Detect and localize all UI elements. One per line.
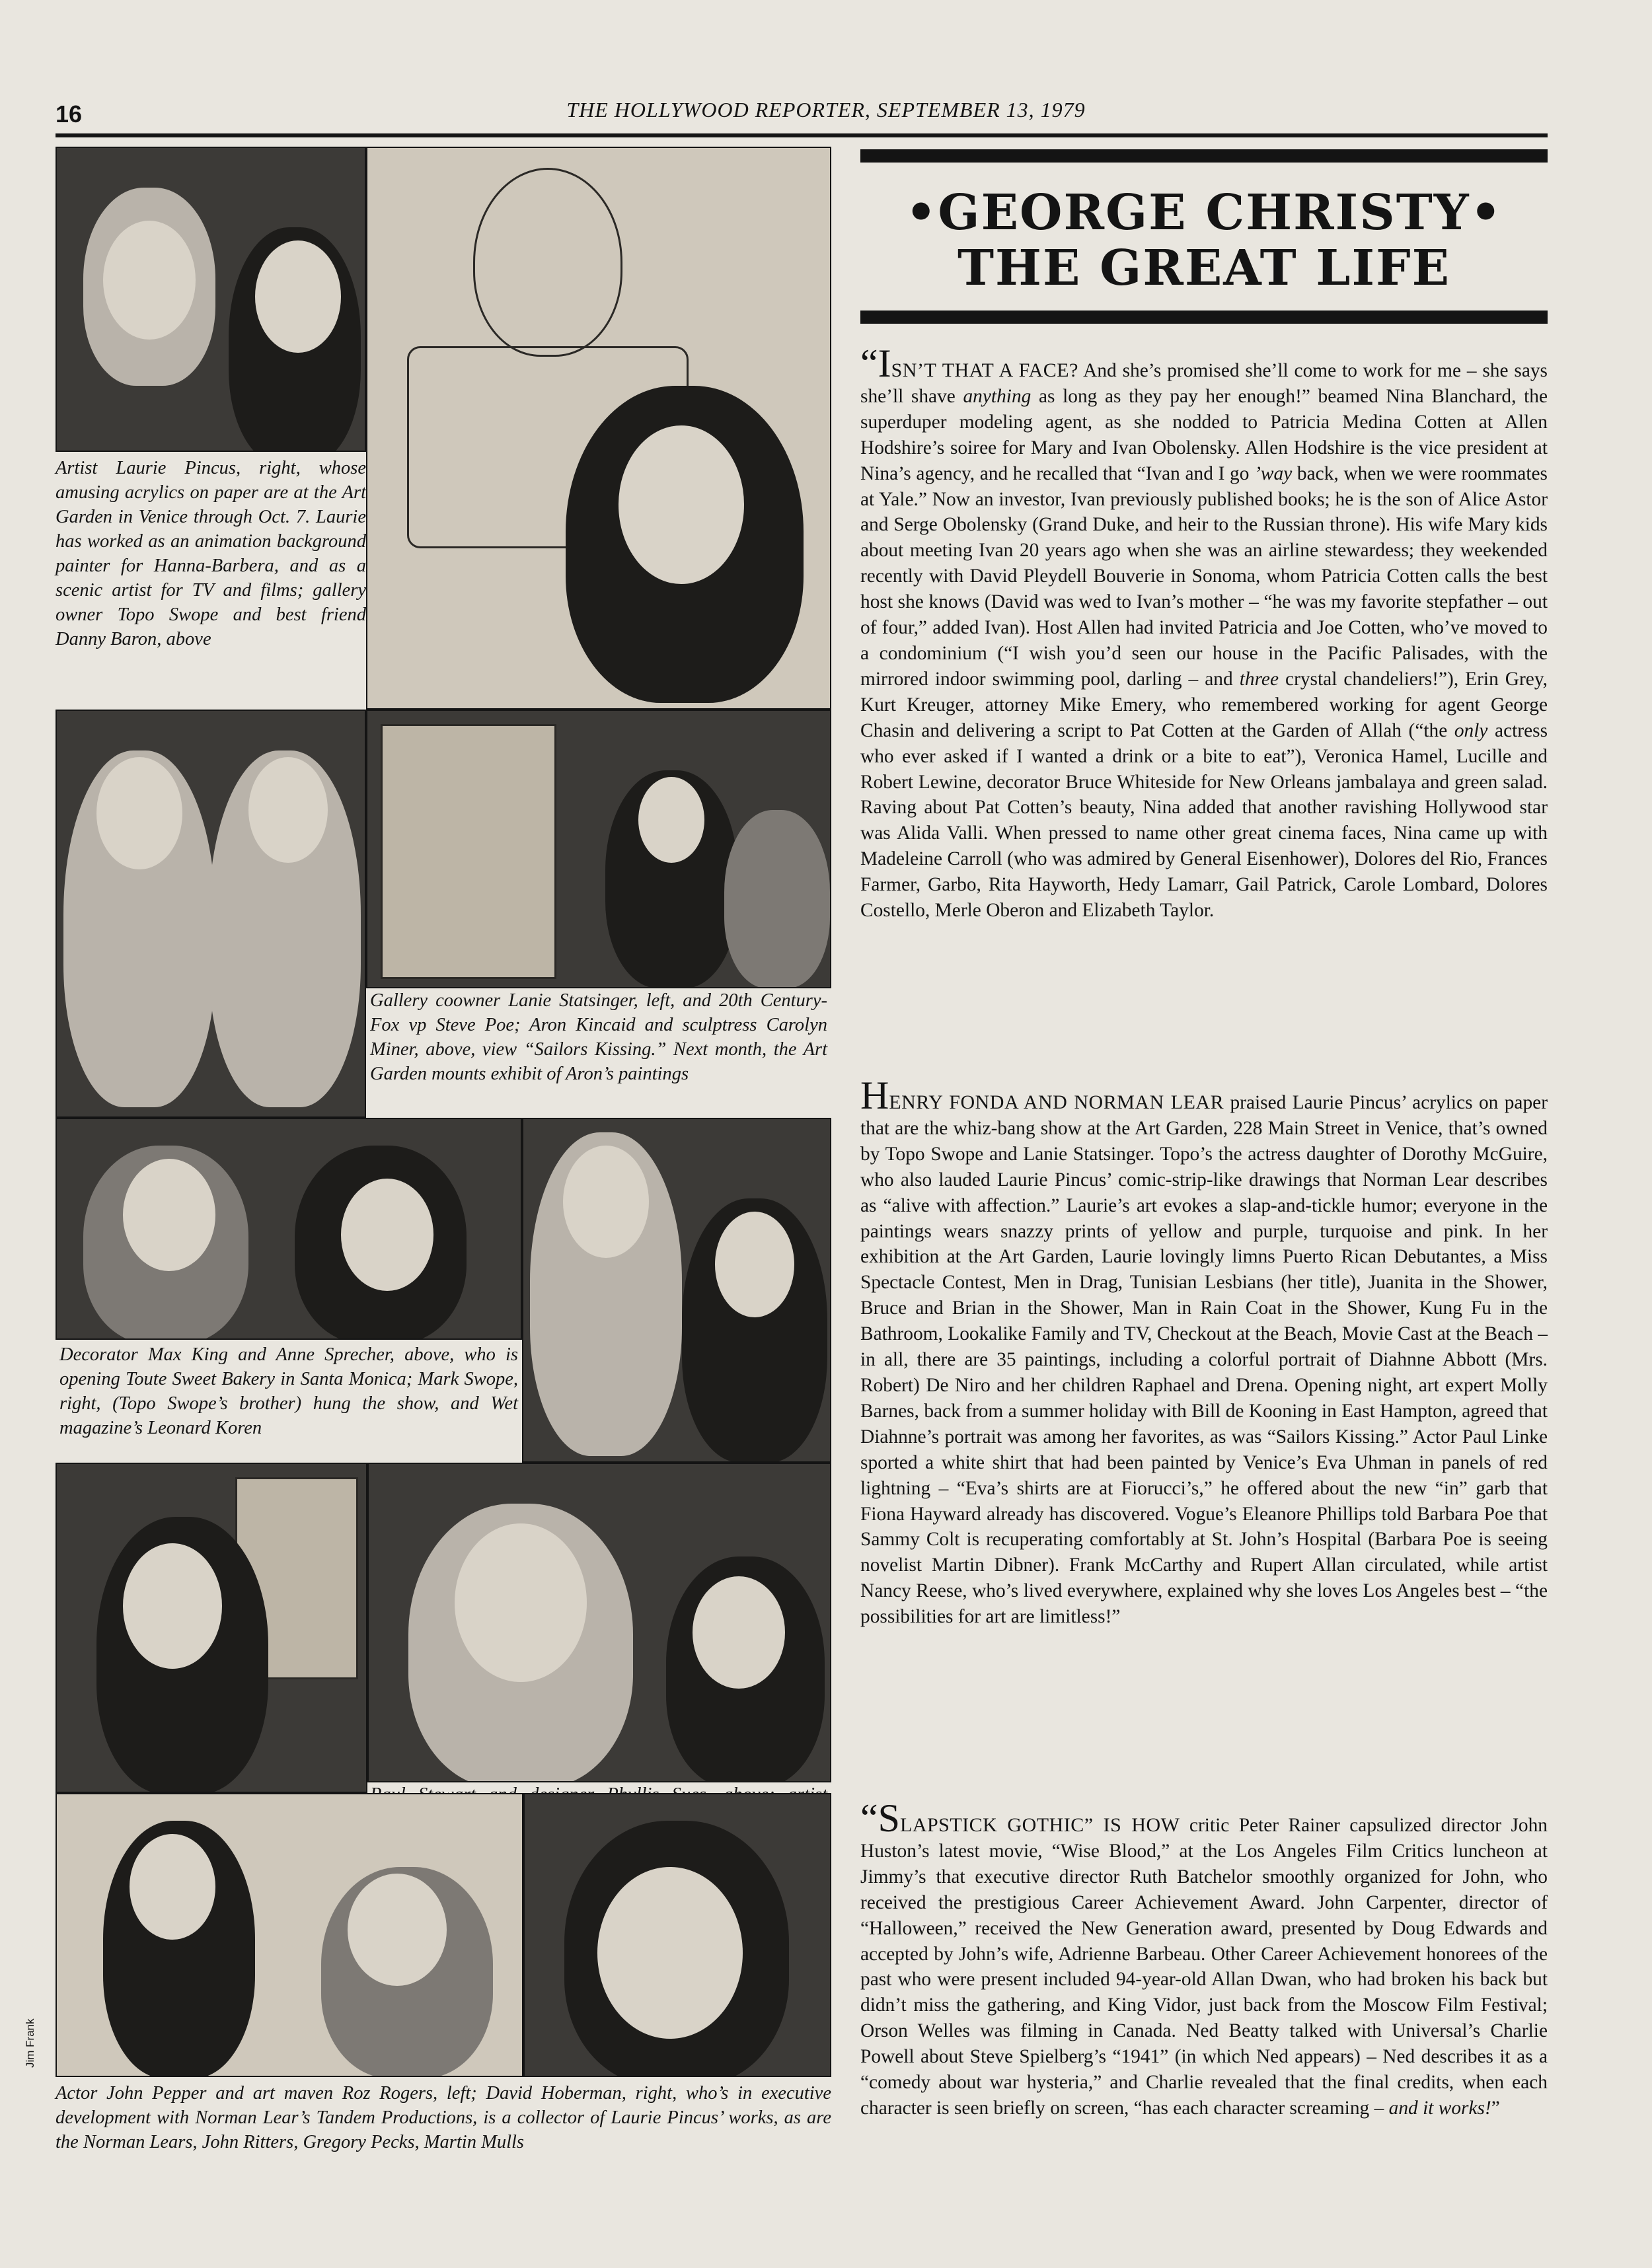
- photo-pepper-rogers: [56, 1793, 523, 2077]
- photo-swope-koren: [522, 1118, 831, 1463]
- caption-statsinger-poe: Gallery coowner Lanie Statsinger, left, and 20th Century-Fox vp Steve Poe; Aron Kincaid and sculptress Carolyn Miner, above, view “Sailors Kissing.” Next month, the Art Garden mounts exhibit of Aron’s paintings: [370, 988, 827, 1086]
- title-rule-bottom: [860, 311, 1548, 324]
- photo-andrea-justin: [56, 1463, 367, 1793]
- article-paragraph-3: “SLAPSTICK GOTHIC” IS HOW critic Peter Rainer capsulized director John Huston’s latest movie, “Wise Blood,” at the Los Angeles Film Critics luncheon at Jimmy’s that executive director Ruth Batchelor smoothly organized for John, who received the prestigious Career Achievement Award. John Carpenter, director of “Halloween,” received the New Generation award, presented by Doug Edwards and accepted by John’s wife, Adrienne Barbeau. Other Career Achievement honorees of the past who were present included 94-year-old Allan Dwan, who had broken his back but didn’t miss the gathering, and King Vidor, just back from the Moscow Film Festival; Orson Welles was filming in Canada. Ned Beatty talked with Universal’s Charlie Powell about Steve Spielberg’s “1941” (in which Ned appears) – Ned describes it as a “comedy about war hysteria,” and Charlie revealed that the final credits, when each character is seen briefly on screen, “has each character screaming – and it works!”: [860, 1796, 1548, 2119]
- lead-in: ENRY FONDA AND NORMAN LEAR: [889, 1091, 1224, 1113]
- article-paragraph-1: “ISN’T THAT A FACE? And she’s promised she’ll come to work for me – she says she’ll shave anything as long as they pay her enough!” beamed Nina Blanchard, the superduper modeling agent, as she nodded to Patricia Medina Cotten at Allen Hodshire’s soiree for Mary and Ivan Obolensky. Allen Hodshire is the vice president at Nina’s agency, and he recalled that “Ivan and I go ’way back, when we were roommates at Yale.” Now an investor, Ivan previously published books; he is the son of Alice Astor and Serge Obolensky (Grand Duke, and heir to the Russian throne). His wife Mary kids about meeting Ivan 20 years ago when she was an airline stewardess; they weekended recently with David Pleydell Bouverie in Sonoma, whom Patricia Cotten calls the best host she knows (David was wed to Ivan’s mother – “he was my favorite stepfather – out of four,” added Ivan). Host Allen had invited Patricia and Joe Cotten, who’ve moved to a condominium (“I wish you’d seen our house in the Pacific Palisades, with the mirrored indoor swimming pool, darling – and three crystal chandeliers!”), Erin Grey, Kurt Kreuger, attorney Mike Emery, who remembered working for agent George Chasin and delivering a script to Pat Cotten at the Garden of Allah (“the only actress who ever asked if I wanted a drink or a bite to eat”), Veronica Hamel, Lucille and Robert Lewine, decorator Bruce Whiteside for New Orleans jambalaya and green salad. Raving about Pat Cotten’s beauty, Nina added that another ravishing Hollywood star was Alida Valli. When pressed to name other great cinema faces, Nina came up with Madeleine Carroll (who was admired by General Eisenhower), Dolores del Rio, Frances Farmer, Garbo, Rita Hayworth, Hedy Lamarr, Gail Patrick, Carole Lombard, Dolores Costello, Merle Oberon and Elizabeth Taylor.: [860, 342, 1548, 922]
- dropcap: “S: [860, 1796, 900, 1840]
- photo-david-hoberman: [523, 1793, 831, 2077]
- caption-pepper-rogers-hoberman: Actor John Pepper and art maven Roz Rogers, left; David Hoberman, right, who’s in executive development with Norman Lear’s Tandem Productions, is a collector of Laurie Pincus’ works, as are the Norman Lears, John Ritters, Gregory Pecks, Martin Mulls: [56, 2081, 831, 2154]
- column-subtitle: THE GREAT LIFE: [957, 240, 1451, 297]
- column-title: •GEORGE CHRISTY•: [905, 184, 1503, 241]
- title-rule-top: [860, 149, 1548, 163]
- photo-king-sprecher: [56, 1118, 522, 1340]
- caption-laurie-pincus: Artist Laurie Pincus, right, whose amusing acrylics on paper are at the Art Garden in Venice through Oct. 7. Laurie has worked as an animation background painter for Hanna-Barbera, and as a scenic artist for TV and films; gallery owner Topo Swope and best friend Danny Baron, above: [56, 456, 366, 651]
- photo-laurie-pincus-painting: [366, 147, 831, 710]
- dropcap: H: [860, 1074, 889, 1117]
- article-paragraph-2: HENRY FONDA AND NORMAN LEAR praised Laurie Pincus’ acrylics on paper that are the whiz-bang show at the Art Garden, 228 Main Street in Venice, that’s owned by Topo Swope and Lanie Statsinger. Topo’s the actress daughter of Dorothy McGuire, who also lauded Laurie Pincus’ comic-strip-like drawings that Norman Lear describes as “alive with affection.” Laurie’s art evokes a slap-and-tickle humor; everyone in the paintings wears snazzy prints of yellow and purple, turquoise and pink. In her exhibition at the Art Garden, Laurie lovingly limns Puerto Rican Debutantes, a Miss Spectacle Contest, Men in Drag, Tunisian Lesbians (her title), Juanita in the Shower, Bruce and Brian in the Shower, Man in Rain Coat in the Shower, Kung Fu in the Bathroom, Lookalike Family and TV, Checkout at the Beach, Movie Cast at the Beach – in all, there are 35 paintings, including a colorful portrait of Diahnne Abbott (Mrs. Robert) De Niro and her children Raphael and Drena. Opening night, art expert Molly Barnes, back from a summer holiday with Bill de Kooning in East Hampton, agreed that Diahnne’s portrait was among her favorites, as was “Sailors Kissing.” Actor Paul Linke sported a white shirt that had been painted by Venice’s Eva Uhman in panels of red lightning – “Eva’s shirts are at Fiorucci’s,” he offered about the new “in” garb that Fiona Hayward already has discovered. Vogue’s Eleanore Phillips told Barbara Poe that Sammy Colt is recuperating comfortably at St. John’s Hospital (Barbara Poe is seeing novelist Martin Dibner). Frank McCarthy and Rupert Allan circulated, while artist Nancy Reese, who’s lived everywhere, explained why she loves Los Angeles best – “the possibilities for art are limitless!”: [860, 1074, 1548, 1628]
- photo-pincus-baron: [56, 147, 366, 452]
- photo-stewart-sues: [367, 1463, 831, 1782]
- dropcap: “I: [860, 342, 891, 385]
- photo-credit: Jim Frank: [24, 2018, 36, 2068]
- header-rule: [56, 133, 1548, 137]
- photo-statsinger-poe: [56, 710, 366, 1118]
- lead-in: SN’T THAT A FACE?: [891, 359, 1078, 381]
- running-header: THE HOLLYWOOD REPORTER, SEPTEMBER 13, 1979: [566, 98, 1086, 122]
- page-number: 16: [56, 100, 83, 128]
- photo-kincaid-miner: [366, 710, 831, 988]
- caption-king-sprecher: Decorator Max King and Anne Sprecher, above, who is opening Toute Sweet Bakery in Santa Monica; Mark Swope, right, (Topo Swope’s brother) hung the show, and Wet magazine’s Leonard Koren: [59, 1342, 518, 1440]
- lead-in: LAPSTICK GOTHIC” IS HOW: [900, 1814, 1180, 1836]
